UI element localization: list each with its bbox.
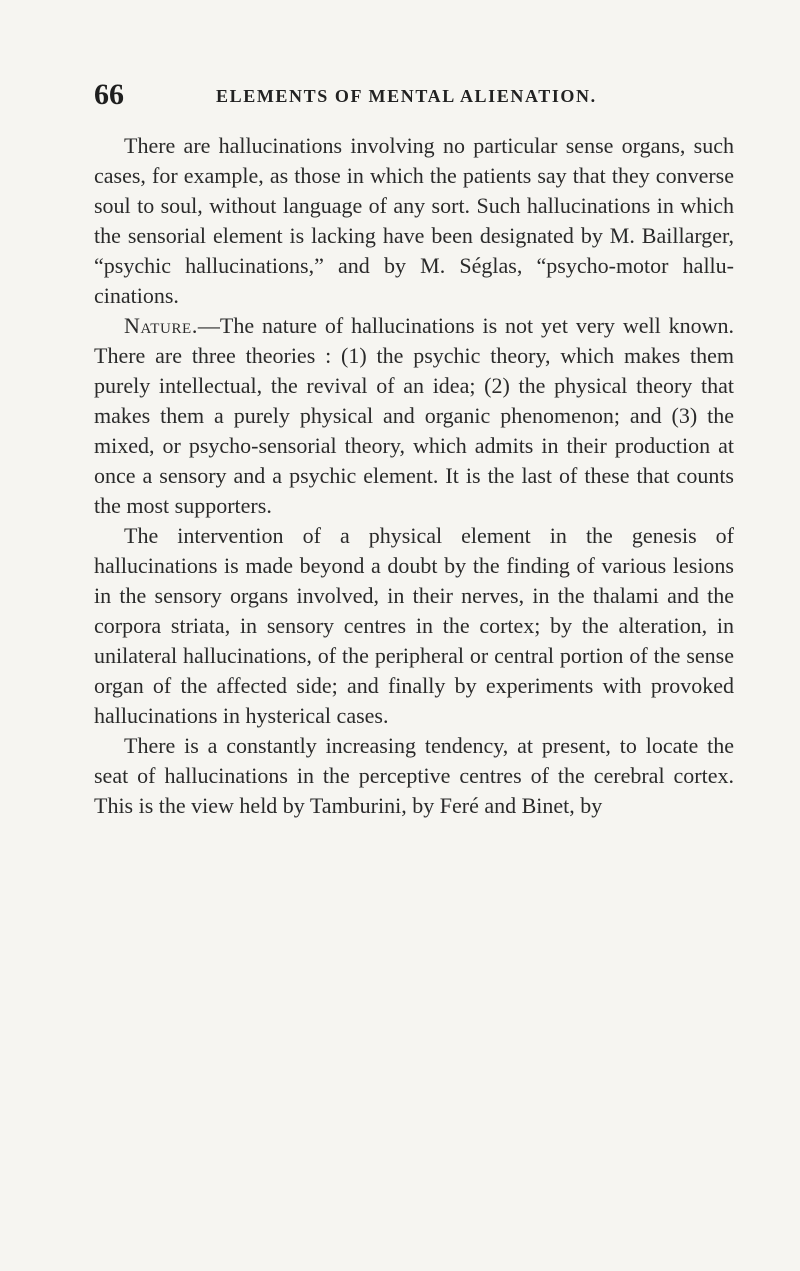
- paragraph-cortical-seat: [94, 731, 734, 821]
- paragraph-text: There are hallucinations involving no particular sense organs, such cases, for example, as those in which the patients say that they converse soul to soul, without language of any sort. Such hallucinations in which the sensorial element is lacking have been designated by M. Baillarger, “psychic hallucinations,” and by M. Séglas, “psycho-motor hallucinations.: [94, 133, 734, 308]
- section-lead: Nature.: [124, 313, 198, 338]
- running-title: ELEMENTS OF MENTAL ALIENATION.: [216, 86, 597, 106]
- paragraph-text: The intervention of a physical element in the genesis of hallucinations is made beyond a doubt by the finding of various lesions in the sensory organs involved, in their nerves, in the thalami and the corpora striata, in sensory centres in the cortex; by the alteration, in unilateral hallucinations, of the peripheral or central portion of the sense organ of the affected side; and finally by experiments with provoked hallucinations in hysterical cases.: [94, 523, 734, 728]
- paragraph-physical-element: [94, 521, 734, 731]
- paragraph-text: —The nature of hallucinations is not yet very well known. There are three theories : (1) the psychic theory, which makes them purely intellectual, the revival of an idea; (2) the physical theory that makes them a purely physical and organic phenomenon; and (3) the mixed, or psycho-sensorial theory, which admits in their production at once a sensory and a psychic element. It is the last of these that counts the most supporters.: [94, 313, 734, 518]
- paragraph-psychic-hallucinations: [94, 131, 734, 311]
- body-text: [94, 131, 734, 821]
- running-head: [94, 78, 734, 112]
- paragraph-text: There is a constantly increasing tendency, at present, to locate the seat of hallucinations in the perceptive centres of the cerebral cortex. This is the view held by Tamburini, by Feré and Binet, by: [94, 733, 734, 818]
- paragraph-nature: [94, 311, 734, 521]
- page-number: 66: [94, 78, 124, 111]
